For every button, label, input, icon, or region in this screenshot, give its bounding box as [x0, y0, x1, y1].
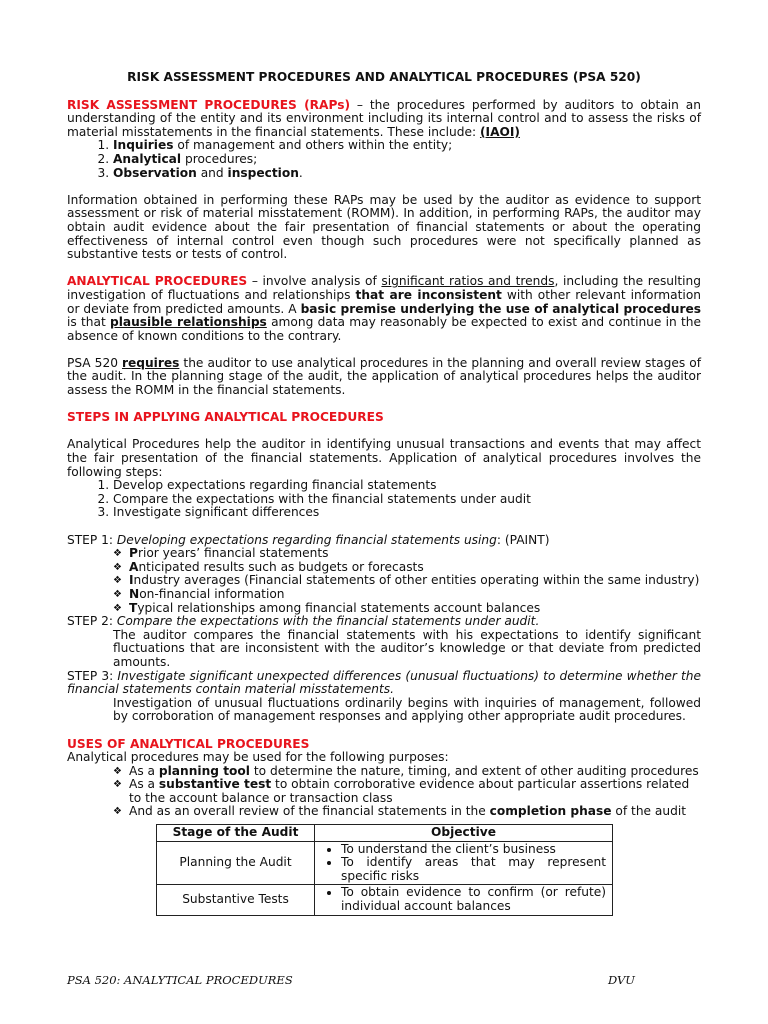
- use-text: to determine the nature, timing, and extent of other auditing procedures: [249, 763, 699, 778]
- ap-text: , including the resulting investigation of fluctuations and relationships: [67, 274, 702, 302]
- step-title: Investigate significant unexpected differences (unusual fluctuations) to determine whether the financial statements contain material misstatements.: [67, 668, 702, 697]
- list-item: [113, 602, 701, 616]
- audit-stage-table: [156, 824, 613, 916]
- raps-list: [67, 139, 701, 180]
- list-item: 1. Develop expectations regarding financial statements: [113, 479, 701, 493]
- use-bold: completion phase: [489, 804, 612, 819]
- stage-cell: Planning the Audit: [157, 841, 315, 885]
- footer-left: PSA 520: ANALYTICAL PROCEDURES: [67, 973, 293, 987]
- ap-heading: ANALYTICAL PROCEDURES: [67, 274, 248, 289]
- list-item: [113, 778, 701, 805]
- document-body: [67, 71, 701, 916]
- ap-paragraph: [67, 275, 701, 343]
- paint-letter: A: [129, 559, 139, 574]
- step-title: Developing expectations regarding financial statements using: [116, 532, 497, 547]
- list-item: [113, 765, 701, 779]
- step-label: STEP 2:: [67, 614, 117, 629]
- paint-letter: N: [129, 586, 140, 601]
- item-bold: Analytical: [113, 151, 182, 166]
- raps-heading: RISK ASSESSMENT PROCEDURES (RAPs): [67, 97, 351, 112]
- item-text: of management and others within the entity;: [173, 138, 453, 153]
- item-bold: inspection: [227, 165, 299, 180]
- use-text: of the audit: [611, 804, 687, 819]
- uses-list: [67, 765, 701, 819]
- table-row: [157, 841, 613, 885]
- use-text: As a: [129, 763, 159, 778]
- ap-bold: that are inconsistent: [355, 287, 502, 302]
- objective-item: • To identify areas that may represent specific risks: [341, 856, 606, 883]
- steps-intro: Analytical Procedures help the auditor in identifying unusual transactions and events that may affect the fair presentation of the financial statements. Application of analytical procedures involves the following steps:: [67, 437, 701, 479]
- list-item: [113, 139, 701, 153]
- use-text: And as an overall review of the financial statements in the: [129, 804, 490, 819]
- column-header: Objective: [315, 825, 613, 842]
- item-text: .: [298, 165, 303, 180]
- item-text: and: [196, 165, 228, 180]
- step1-line: [67, 534, 701, 548]
- stage-cell: Substantive Tests: [157, 885, 315, 915]
- steps-heading: STEPS IN APPLYING ANALYTICAL PROCEDURES: [67, 410, 384, 425]
- list-item: 2. Compare the expectations with the financial statements under audit: [113, 493, 701, 507]
- raps-paragraph: [67, 99, 701, 140]
- paint-text: ypical relationships among financial statements account balances: [137, 600, 541, 615]
- ap-text: with other relevant information or deviate from predicted amounts. A: [67, 287, 701, 316]
- use-bold: planning tool: [158, 763, 250, 778]
- page-footer: [67, 974, 635, 988]
- list-item: [113, 167, 701, 181]
- objective-cell: [315, 841, 613, 885]
- list-item: [113, 153, 701, 167]
- list-item: [113, 574, 701, 588]
- ap-underlined: significant ratios and trends: [381, 274, 555, 289]
- item-text: procedures;: [181, 151, 258, 166]
- uses-heading: USES OF ANALYTICAL PROCEDURES: [67, 736, 310, 751]
- psa-text: the auditor to use analytical procedures in the planning and overall review stages of the audit. In the planning stage of the audit, the application of analytical procedures helps the auditor assess the ROMM in the financial statements.: [67, 355, 701, 398]
- ap-text: among data may reasonably be expected to exist and continue in the absence of known conditions to the contrary.: [67, 315, 702, 343]
- paint-text: rior years’ financial statements: [137, 546, 329, 561]
- paint-letter: T: [129, 600, 138, 615]
- step2-line: [67, 615, 701, 629]
- uses-intro: Analytical procedures may be used for the following purposes:: [67, 750, 449, 765]
- step-title: Compare the expectations with the financial statements under audit.: [116, 614, 540, 629]
- raps-acronym: (IAOI): [479, 124, 520, 139]
- ap-text: is that: [67, 315, 110, 330]
- step3-line: [67, 670, 701, 697]
- item-bold: Observation: [113, 165, 197, 180]
- paint-text: nticipated results such as budgets or forecasts: [138, 559, 424, 574]
- use-bold: substantive test: [158, 777, 272, 792]
- objective-item: • To understand the client’s business: [341, 843, 606, 857]
- step2-body: The auditor compares the financial statements with his expectations to identify significant fluctuations that are inconsistent with the auditor’s knowledge or that deviate from predicted amounts.: [113, 627, 701, 669]
- use-text: As a: [129, 777, 159, 792]
- table-header-row: [157, 825, 613, 842]
- footer-right: DVU: [607, 973, 635, 987]
- paint-letter: I: [129, 573, 134, 588]
- step-label: STEP 3:: [67, 668, 118, 683]
- list-item: [113, 805, 701, 819]
- table-row: [157, 885, 613, 915]
- step-label: STEP 1:: [67, 532, 117, 547]
- document-title: RISK ASSESSMENT PROCEDURES AND ANALYTICAL PROCEDURES (PSA 520): [127, 70, 641, 84]
- ap-bold: basic premise underlying the use of analytical procedures: [300, 301, 701, 316]
- paint-letter: P: [129, 546, 138, 561]
- objective-cell: [315, 885, 613, 915]
- psa-paragraph: [67, 357, 701, 398]
- item-bold: Inquiries: [113, 138, 174, 153]
- step3-body: Investigation of unusual fluctuations ordinarily begins with inquiries of management, followed by corroboration of management responses and applying other appropriate audit procedures.: [113, 695, 701, 724]
- raps-info-paragraph: Information obtained in performing these RAPs may be used by the auditor as evidence to support assessment or risk of material misstatement (ROMM). In addition, in performing RAPs, the auditor may obtain audit evidence about the fair presentation of financial statements or about the operating effectiveness of internal control even though such procedures were not specifically planned as substantive tests or tests of control.: [67, 192, 701, 262]
- list-item: [113, 547, 701, 561]
- ap-text: – involve analysis of: [247, 274, 382, 289]
- list-item: [113, 561, 701, 575]
- steps-list: [67, 479, 701, 520]
- objective-item: • To obtain evidence to confirm (or refute) individual account balances: [341, 886, 606, 913]
- raps-intro: – the procedures performed by auditors to obtain an understanding of the entity and its environment including its internal control and to assess the risks of material misstatements in the financial statements. These include:: [67, 97, 701, 139]
- list-item: 3. Investigate significant differences: [113, 506, 701, 520]
- psa-text: PSA 520: [67, 355, 122, 370]
- list-item: [113, 588, 701, 602]
- step-tail: : (PAINT): [496, 532, 550, 547]
- use-text: to obtain corroborative evidence about particular assertions related to the account balance or transaction class: [129, 777, 690, 805]
- paint-list: [67, 547, 701, 615]
- psa-requires: requires: [121, 355, 180, 370]
- paint-text: on-financial information: [139, 586, 285, 601]
- column-header: Stage of the Audit: [157, 825, 315, 842]
- paint-text: ndustry averages (Financial statements of other entities operating within the same industry): [133, 573, 700, 588]
- ap-bold-underlined: plausible relationships: [109, 315, 267, 330]
